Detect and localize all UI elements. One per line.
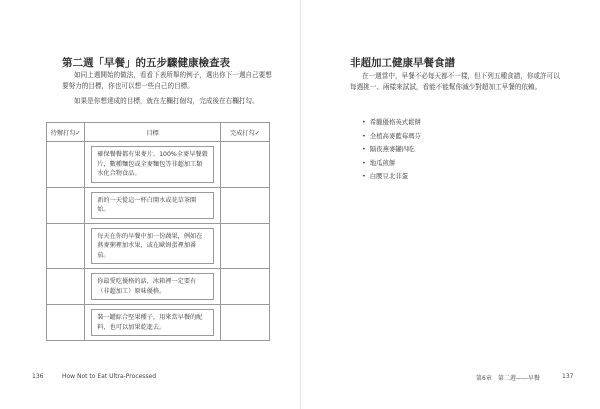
todo-checkbox-cell[interactable] <box>47 269 85 305</box>
checklist-header-row <box>47 123 270 142</box>
goal-text: 每天在你的早餐中加一份蔬果，例如在燕麥粥裡加水果，或在歐姆蛋裡加番茄。 <box>91 228 214 265</box>
goal-text: 裝一罐綜合堅果種子，用來當早餐的配料，也可以加果乾進去。 <box>91 309 214 336</box>
left-instruction-paragraph: 如果是你想達成的目標，就在左欄打個勾，完成後在右欄打勾。 <box>74 97 259 105</box>
table-row <box>47 142 270 188</box>
right-page <box>300 0 600 409</box>
todo-column-header: 待辦打勾✓ <box>47 123 85 142</box>
table-row <box>47 187 270 223</box>
done-checkbox-cell[interactable] <box>220 142 269 188</box>
table-row <box>47 305 270 341</box>
list-item: • 白腰豆北非蛋 <box>362 170 421 184</box>
todo-checkbox-cell[interactable] <box>47 305 85 341</box>
done-checkbox-cell[interactable] <box>220 269 269 305</box>
todo-checkbox-cell[interactable] <box>47 142 85 188</box>
right-intro-paragraph: 在一週當中，早餐不必每天都不一樣，但下列五種食譜，你或許可以每週挑一、兩樣來試試，看能不能幫你減少對超加工早餐的依賴。 <box>350 72 560 91</box>
goal-column-header: 目標 <box>85 123 221 142</box>
recipe-list <box>362 116 421 184</box>
list-item: • 地瓜煎餅 <box>362 157 421 171</box>
chapter-footer: 第6章 第二週——早餐 <box>476 375 540 382</box>
done-column-header: 完成打勾✓ <box>220 123 269 142</box>
table-row <box>47 269 270 305</box>
list-item: • 全植高麥藍莓瑪芬 <box>362 130 421 144</box>
right-page-number: 137 <box>562 373 574 380</box>
done-checkbox-cell[interactable] <box>220 305 269 341</box>
checklist-table <box>46 122 270 341</box>
done-checkbox-cell[interactable] <box>220 187 269 223</box>
left-intro-paragraph: 如同上週開始的做法，看看下表所舉的例子，選出你下一週自己要想要努力的目標，你也可以想一些自己的目標。 <box>62 71 272 90</box>
list-item: • 希臘優格英式鬆餅 <box>362 116 421 130</box>
right-page-heading: 非超加工健康早餐食譜 <box>350 57 455 69</box>
list-item: • 隔夜燕麥罐四吃 <box>362 143 421 157</box>
done-checkbox-cell[interactable] <box>220 223 269 269</box>
todo-checkbox-cell[interactable] <box>47 187 85 223</box>
goal-text: 確保餐餐都有果麥片、100%全麥早餐穀片，數種麵包或全麥麵包等非超加工類水化合物食品。 <box>91 146 214 183</box>
goal-text: 你最愛吃優格的話，冰箱裡一定要有（非超加工）原味優格。 <box>91 273 214 300</box>
goal-text: 新的一天從這一杯白開水或花草茶開始。 <box>91 192 214 219</box>
todo-checkbox-cell[interactable] <box>47 223 85 269</box>
book-title-footer: How Not to Eat Ultra-Processed <box>62 373 157 380</box>
left-page-number: 136 <box>32 373 44 380</box>
table-row <box>47 223 270 269</box>
left-page-heading: 第二週「早餐」的五步驟健康檢查表 <box>62 57 230 69</box>
